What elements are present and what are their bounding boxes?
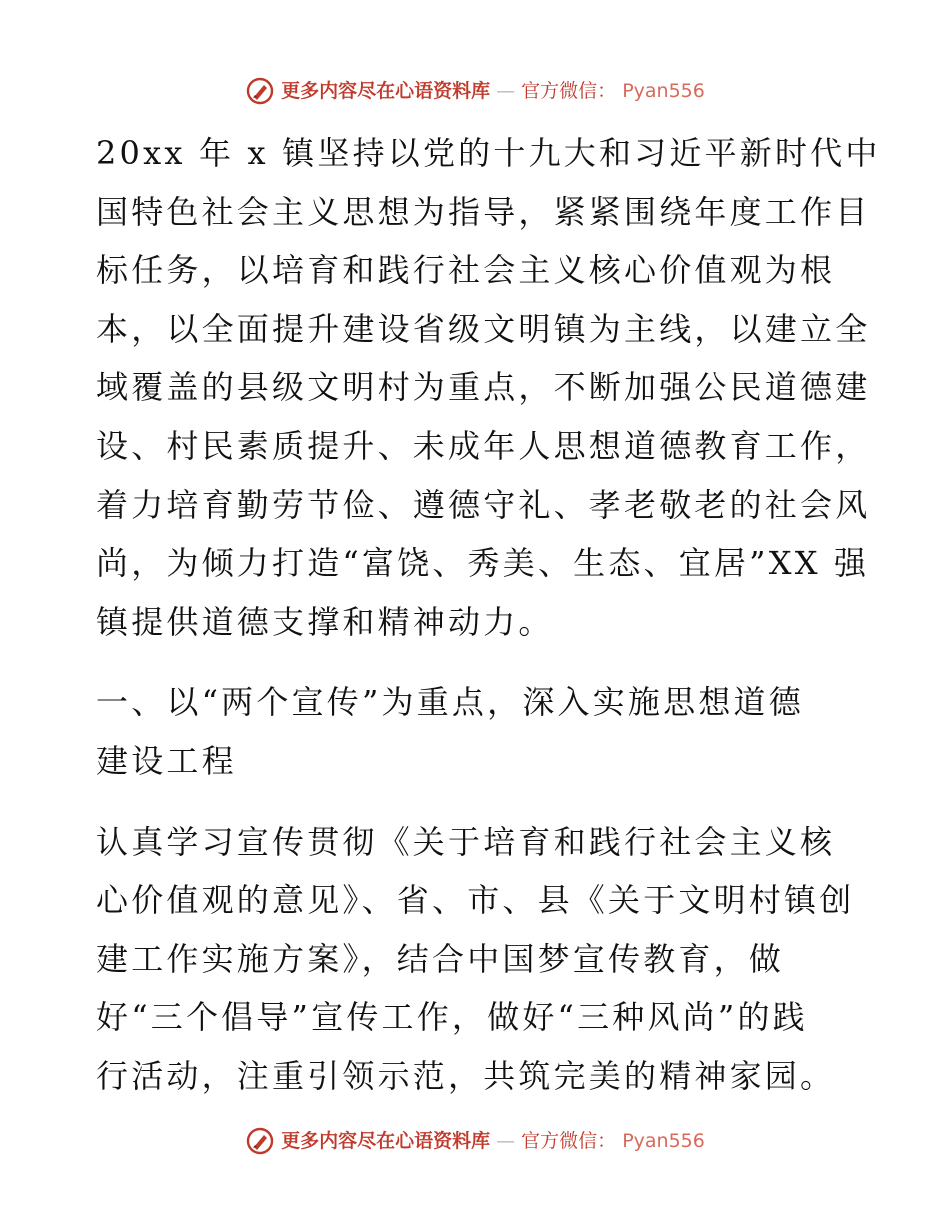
pen-logo-icon [245,1126,275,1156]
text-line: 心价值观的意见》、省、市、县《关于文明村镇创 [96,881,855,920]
heading-line: 一、以“两个宣传”为重点，深入实施思想道德 [96,683,804,722]
text-line: 20xx 年 x 镇坚持以党的十九大和习近平新时代中 [96,134,881,172]
text-line: 国特色社会主义思想为指导，紧紧围绕年度工作目 [96,192,871,231]
text-line: 尚，为倾力打造“富饶、秀美、生态、宜居”XX 强 [96,544,870,583]
paragraph-intro [96,124,881,651]
section-heading [96,673,856,790]
watermark-label: 官方微信： [521,80,617,102]
text-line: 行活动，注重引领示范，共筑完美的精神家园。 [96,1056,836,1095]
text-line: 本，以全面提升建设省级文明镇为主线，以建立全 [96,309,871,348]
footer-watermark [0,1126,950,1156]
header-watermark [0,76,950,106]
watermark-label: 官方微信： [521,1130,617,1152]
watermark-id: Pyan556 [622,80,705,102]
text-line: 设、村民素质提升、未成年人思想道德教育工作， [96,426,871,465]
text-line: 好“三个倡导”宣传工作，做好“三种风尚”的践 [96,998,808,1037]
text-line: 建工作实施方案》，结合中国梦宣传教育，做 [96,939,785,978]
watermark-dash: — [496,80,516,102]
watermark-id: Pyan556 [622,1130,705,1152]
heading-line: 建设工程 [96,741,237,780]
watermark-text: 更多内容尽在心语资料库 [281,80,491,102]
watermark-dash: — [496,1130,516,1152]
pen-logo-icon [245,76,275,106]
text-line: 标任务，以培育和践行社会主义核心价值观为根 [96,251,836,290]
text-line: 认真学习宣传贯彻《关于培育和践行社会主义核 [96,822,836,861]
text-line: 域覆盖的县级文明村为重点，不断加强公民道德建 [96,368,871,407]
paragraph-body [96,813,856,1106]
document-body [96,124,881,1106]
watermark-text: 更多内容尽在心语资料库 [281,1130,491,1152]
text-line: 镇提供道德支撑和精神动力。 [96,602,554,641]
text-line: 着力培育勤劳节俭、遵德守礼、孝老敬老的社会风 [96,485,871,524]
